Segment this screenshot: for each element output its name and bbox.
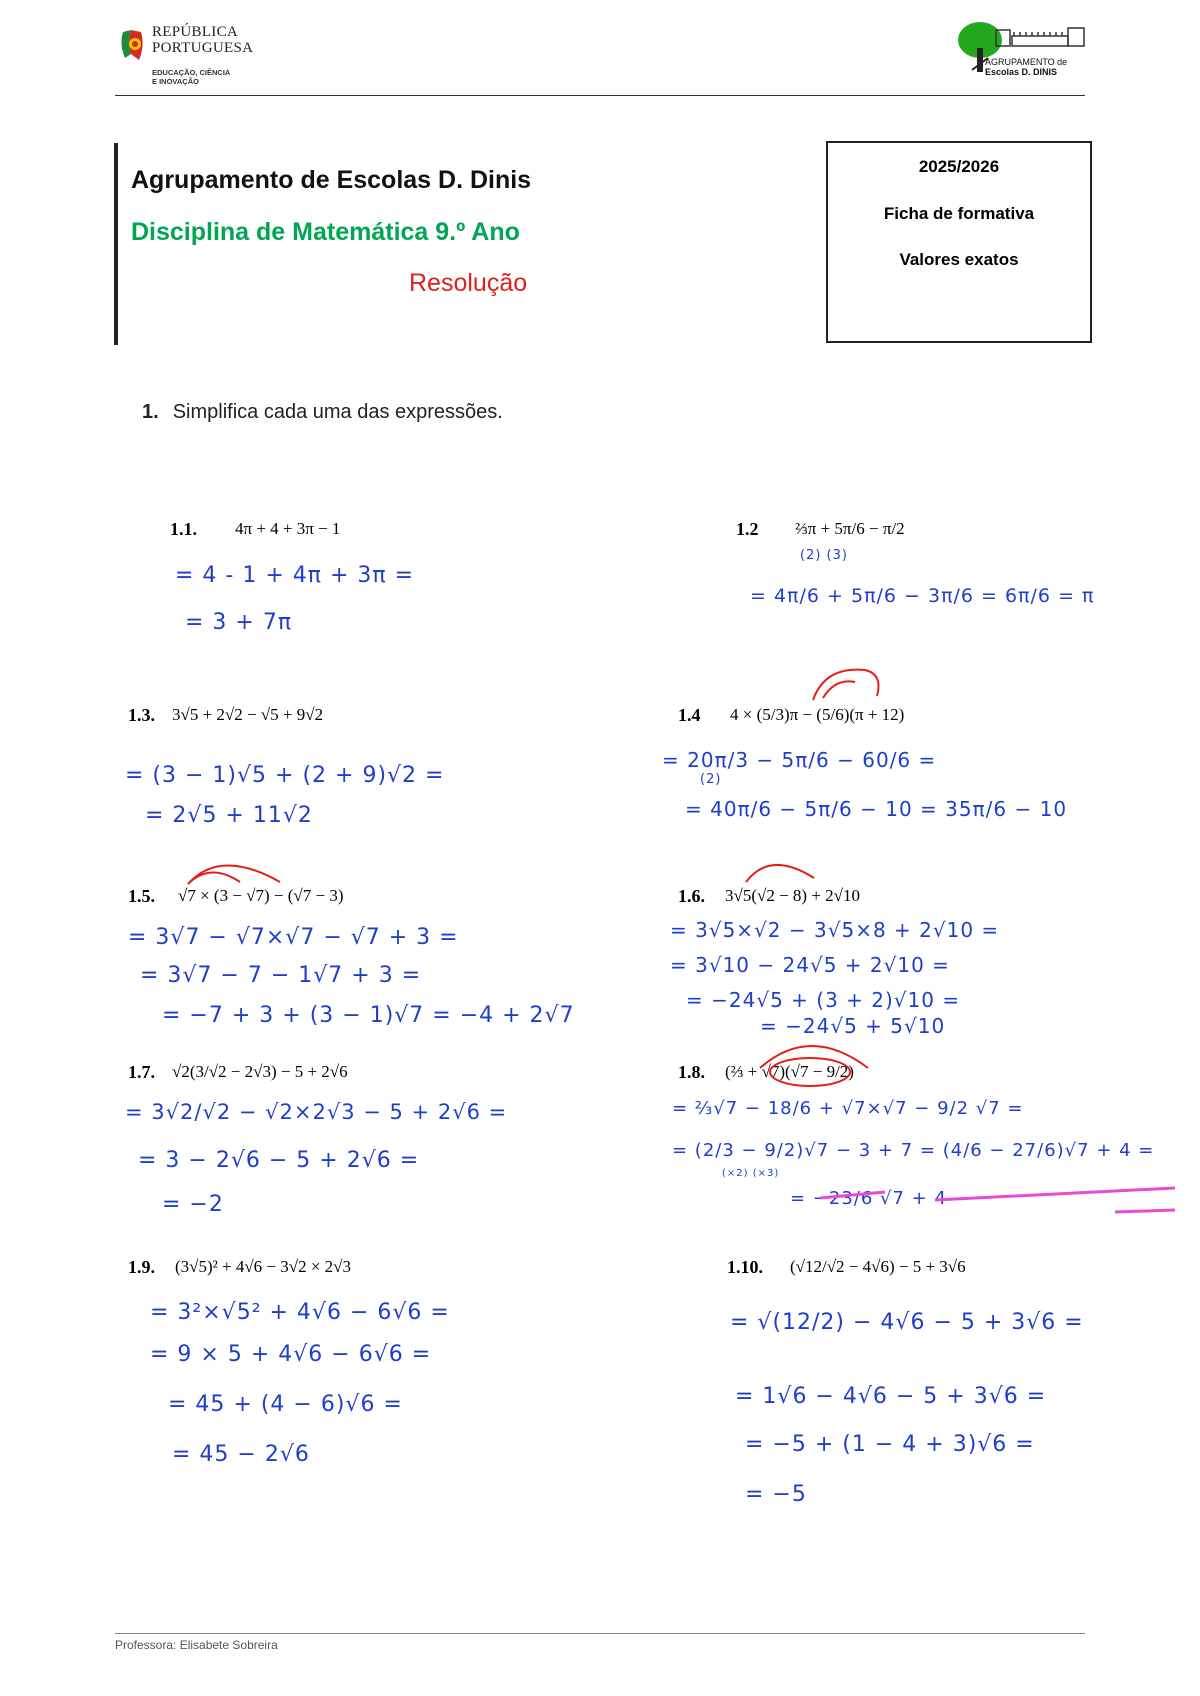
resolution-step: = 3 − 2√6 − 5 + 2√6 = — [138, 1148, 420, 1173]
school-year: 2025/2026 — [918, 157, 1000, 176]
title-accent-bar — [114, 143, 118, 345]
exercise-expression: 4π + 4 + 3π − 1 — [235, 519, 341, 538]
resolution-step: = 9 × 5 + 4√6 − 6√6 = — [150, 1342, 432, 1367]
exercise-expression: (3√5)² + 4√6 − 3√2 × 2√3 — [175, 1257, 352, 1276]
teacher-name: Professora: Elisabete Sobreira — [115, 1638, 278, 1652]
resolution-step: = √(12/2) − 4√6 − 5 + 3√6 = — [730, 1310, 1084, 1335]
question-1-statement — [142, 401, 503, 424]
distribution-arrow-icon — [805, 664, 885, 704]
resolution-step: = 3√5×√2 − 3√5×8 + 2√10 = — [670, 918, 1000, 942]
resolution-step: = 4π/6 + 5π/6 − 3π/6 = 6π/6 = π — [750, 585, 1095, 607]
exercise-label: 1.7. — [128, 1062, 155, 1082]
resolution-step: = 3 + 7π — [185, 610, 293, 635]
coat-of-arms-icon — [115, 24, 155, 68]
exercise-label: 1.1. — [170, 519, 197, 539]
resolution-step: = (2/3 − 9/2)√7 − 3 + 7 = (4/6 − 27/6)√7 + 4 = — [672, 1140, 1155, 1161]
resolution-step: = 40π/6 − 5π/6 − 10 = 35π/6 − 10 — [685, 797, 1068, 821]
exercise-label: 1.9. — [128, 1257, 155, 1277]
resolution-step: = 45 − 2√6 — [172, 1442, 310, 1467]
sheet-type: Ficha de formativa — [883, 204, 1035, 223]
subject-title: Disciplina de Matemática 9.º Ano — [131, 218, 520, 246]
resolution-annotation: (2) (3) — [800, 548, 848, 563]
resolution-step: = 2√5 + 11√2 — [145, 803, 313, 828]
resolution-step: = 3√7 − √7×√7 − √7 + 3 = — [128, 925, 459, 950]
exercise-label: 1.10. — [727, 1257, 763, 1277]
resolution-step: = −23/6 √7 + 4 — [790, 1188, 947, 1209]
correction-highlight-strokes — [815, 1178, 1195, 1218]
exercise-label: 1.3. — [128, 705, 155, 725]
resolution-step: = ⅔√7 − 18/6 + √7×√7 − 9/2 √7 = — [672, 1098, 1024, 1119]
exercise-label: 1.5. — [128, 886, 155, 906]
republica-portuguesa-wordmark: REPÚBLICA PORTUGUESA — [152, 24, 254, 56]
question-number: 1. — [142, 401, 159, 423]
resolution-step: = −5 — [745, 1482, 807, 1507]
resolution-step: = −24√5 + 5√10 — [760, 1014, 946, 1038]
info-box — [826, 141, 1092, 343]
resolution-step: = 3²×√5² + 4√6 − 6√6 = — [150, 1300, 450, 1325]
resolution-step: = 20π/3 − 5π/6 − 60/6 = — [662, 748, 937, 772]
exercise-expression: (√12/√2 − 4√6) − 5 + 3√6 — [790, 1257, 966, 1276]
question-text: Simplifica cada uma das expressões. — [172, 401, 503, 423]
resolution-step: = 3√10 − 24√5 + 2√10 = — [670, 953, 950, 977]
school-logo-wordmark: AGRUPAMENTO de Escolas D. DINIS — [985, 57, 1068, 77]
distribution-arrow-icon — [740, 850, 820, 886]
exercise-expression: ⅔π + 5π/6 − π/2 — [795, 519, 905, 538]
resolution-step: = 3√7 − 7 − 1√7 + 3 = — [140, 963, 422, 988]
exercise-expression: 3√5(√2 − 8) + 2√10 — [725, 886, 860, 905]
resolution-label: Resolução — [409, 269, 528, 297]
resolution-step: = −2 — [162, 1192, 224, 1217]
distribution-arrow-icon — [180, 848, 290, 888]
exercise-label: 1.6. — [678, 886, 705, 906]
distribution-arrow-icon — [750, 1028, 880, 1088]
resolution-step: = 3√2/√2 − √2×2√3 − 5 + 2√6 = — [125, 1100, 508, 1124]
resolution-step: = −5 + (1 − 4 + 3)√6 = — [745, 1432, 1035, 1457]
exercise-expression: 4 × (5/3)π − (5/6)(π + 12) — [730, 705, 905, 724]
resolution-step: = −7 + 3 + (3 − 1)√7 = −4 + 2√7 — [162, 1003, 575, 1028]
resolution-step: = 45 + (4 − 6)√6 = — [168, 1392, 403, 1417]
resolution-step: = 1√6 − 4√6 − 5 + 3√6 = — [735, 1384, 1047, 1409]
exercise-label: 1.4 — [678, 705, 701, 725]
exercise-expression: (⅔ + √7)(√7 − 9/2) — [725, 1062, 854, 1081]
resolution-step: = (3 − 1)√5 + (2 + 9)√2 = — [125, 763, 445, 788]
resolution-annotation: (×2) (×3) — [722, 1168, 780, 1179]
resolution-step: = −24√5 + (3 + 2)√10 = — [686, 988, 961, 1012]
sheet-topic: Valores exatos — [899, 250, 1019, 269]
exercise-expression: √2(3/√2 − 2√3) − 5 + 2√6 — [172, 1062, 348, 1081]
ministry-wordmark: EDUCAÇÃO, CIÊNCIA E INOVAÇÃO — [152, 68, 231, 86]
exercise-expression: 3√5 + 2√2 − √5 + 9√2 — [172, 705, 324, 724]
school-logo — [950, 18, 1090, 94]
header-divider — [115, 95, 1085, 96]
exercise-label: 1.8. — [678, 1062, 705, 1082]
footer-divider — [115, 1633, 1085, 1634]
resolution-annotation: (2) — [700, 772, 722, 787]
school-title: Agrupamento de Escolas D. Dinis — [131, 166, 532, 194]
resolution-step: = 4 - 1 + 4π + 3π = — [175, 563, 415, 588]
exercise-label: 1.2 — [736, 519, 759, 539]
school-tree-castle-icon — [950, 18, 1090, 94]
exercise-expression: √7 × (3 − √7) − (√7 − 3) — [178, 886, 344, 905]
